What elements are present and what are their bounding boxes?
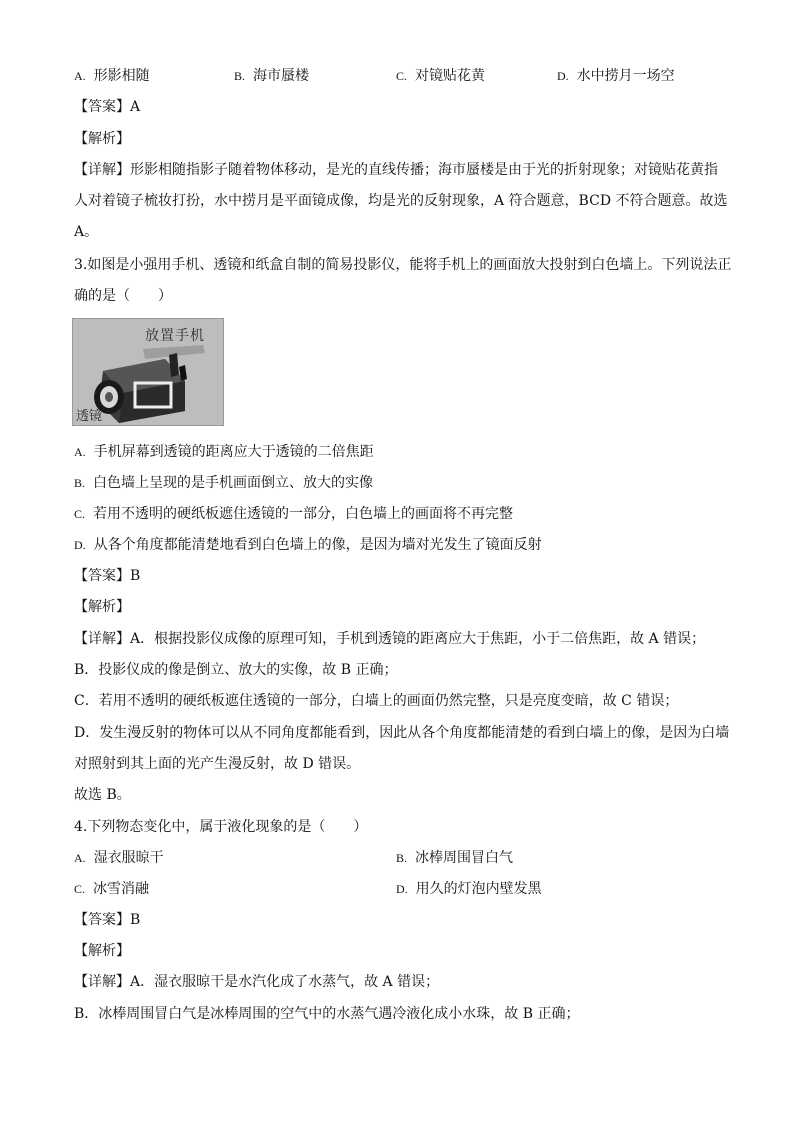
option-key: B. bbox=[74, 476, 86, 490]
q2-analysis: 【解析】 bbox=[74, 131, 130, 147]
q4-detail-line: 【详解】A．湿衣服晾干是水汽化成了水蒸气，故 A 错误； bbox=[74, 974, 440, 990]
option-key: C. bbox=[74, 882, 86, 896]
q3-analysis: 【解析】 bbox=[74, 599, 130, 615]
option-key: A. bbox=[74, 445, 86, 459]
option-key: D. bbox=[396, 882, 408, 896]
q2-detail-line: A。 bbox=[74, 224, 99, 240]
option-key: C. bbox=[74, 507, 86, 521]
q4-option-c bbox=[74, 880, 149, 898]
option-text: 冰棒周围冒白气 bbox=[415, 850, 514, 866]
q4-analysis: 【解析】 bbox=[74, 943, 130, 959]
option-key: D. bbox=[557, 69, 569, 83]
q3-detail-line: D．发生漫反射的物体可以从不同角度都能看到，因此从各个角度都能清楚的看到白墙上的像，是因为白墙 bbox=[74, 725, 730, 741]
q3-option-a bbox=[74, 443, 374, 461]
q4-detail-line: B．冰棒周围冒白气是冰棒周围的空气中的水蒸气遇冷液化成小水珠，故 B 正确； bbox=[74, 1006, 580, 1022]
option-text: 用久的灯泡内壁发黑 bbox=[415, 881, 542, 897]
q3-option-c bbox=[74, 505, 513, 523]
q2-option-b bbox=[234, 67, 309, 85]
q4-option-d bbox=[396, 880, 542, 898]
option-text: 湿衣服晾干 bbox=[93, 850, 164, 866]
option-key: D. bbox=[74, 538, 86, 552]
q3-option-d bbox=[74, 536, 542, 554]
option-key: A. bbox=[74, 69, 86, 83]
option-key: B. bbox=[234, 69, 246, 83]
q3-detail-line: 对照射到其上面的光产生漫反射，故 D 错误。 bbox=[74, 756, 361, 772]
q3-answer: 【答案】B bbox=[74, 568, 141, 584]
option-text: 手机屏幕到透镜的距离应大于透镜的二倍焦距 bbox=[93, 444, 374, 460]
q2-option-a bbox=[74, 67, 150, 85]
q3-detail-line: B．投影仪成的像是倒立、放大的实像，故 B 正确； bbox=[74, 662, 398, 678]
option-text: 水中捞月一场空 bbox=[576, 68, 675, 84]
q3-detail-line: 故选 B。 bbox=[74, 787, 131, 803]
option-text: 形影相随 bbox=[93, 68, 150, 84]
q4-stem: 4.下列物态变化中，属于液化现象的是（ ） bbox=[74, 819, 368, 835]
option-key: A. bbox=[74, 851, 86, 865]
projector-figure bbox=[72, 318, 224, 426]
q2-detail-line: 人对着镜子梳妆打扮，水中捞月是平面镜成像，均是光的反射现象，A 符合题意，BCD 不符合题意。故选 bbox=[74, 193, 728, 209]
q4-answer: 【答案】B bbox=[74, 912, 141, 928]
figure-label-phone: 放置手机 bbox=[145, 328, 205, 344]
q3-detail-line: 【详解】A．根据投影仪成像的原理可知，手机到透镜的距离应大于焦距，小于二倍焦距，故 A 错误； bbox=[74, 631, 706, 647]
q3-stem-line: 确的是（ ） bbox=[74, 288, 172, 304]
option-text: 白色墙上呈现的是手机画面倒立、放大的实像 bbox=[93, 475, 374, 491]
q2-detail-line: 【详解】形影相随指影子随着物体移动，是光的直线传播；海市蜃楼是由于光的折射现象；对镜贴花黄指 bbox=[74, 162, 718, 178]
option-key: C. bbox=[396, 69, 408, 83]
q2-option-c bbox=[396, 67, 485, 85]
q3-option-b bbox=[74, 474, 373, 492]
q2-option-d bbox=[557, 67, 675, 85]
option-text: 若用不透明的硬纸板遮住透镜的一部分，白色墙上的画面将不再完整 bbox=[93, 506, 514, 522]
q2-answer: 【答案】A bbox=[74, 99, 141, 115]
figure-label-lens: 透镜 bbox=[76, 409, 103, 424]
option-text: 海市蜃楼 bbox=[253, 68, 310, 84]
option-key: B. bbox=[396, 851, 408, 865]
q4-option-b bbox=[396, 849, 513, 867]
q3-stem-line: 3.如图是小强用手机、透镜和纸盒自制的简易投影仪，能将手机上的画面放大投射到白色墙上。下列说法正 bbox=[74, 257, 732, 273]
option-text: 冰雪消融 bbox=[93, 881, 150, 897]
q3-detail-line: C．若用不透明的硬纸板遮住透镜的一部分，白墙上的画面仍然完整，只是亮度变暗，故 C 错误； bbox=[74, 693, 679, 709]
q4-option-a bbox=[74, 849, 164, 867]
option-text: 对镜贴花黄 bbox=[415, 68, 486, 84]
option-text: 从各个角度都能清楚地看到白色墙上的像，是因为墙对光发生了镜面反射 bbox=[93, 537, 542, 553]
